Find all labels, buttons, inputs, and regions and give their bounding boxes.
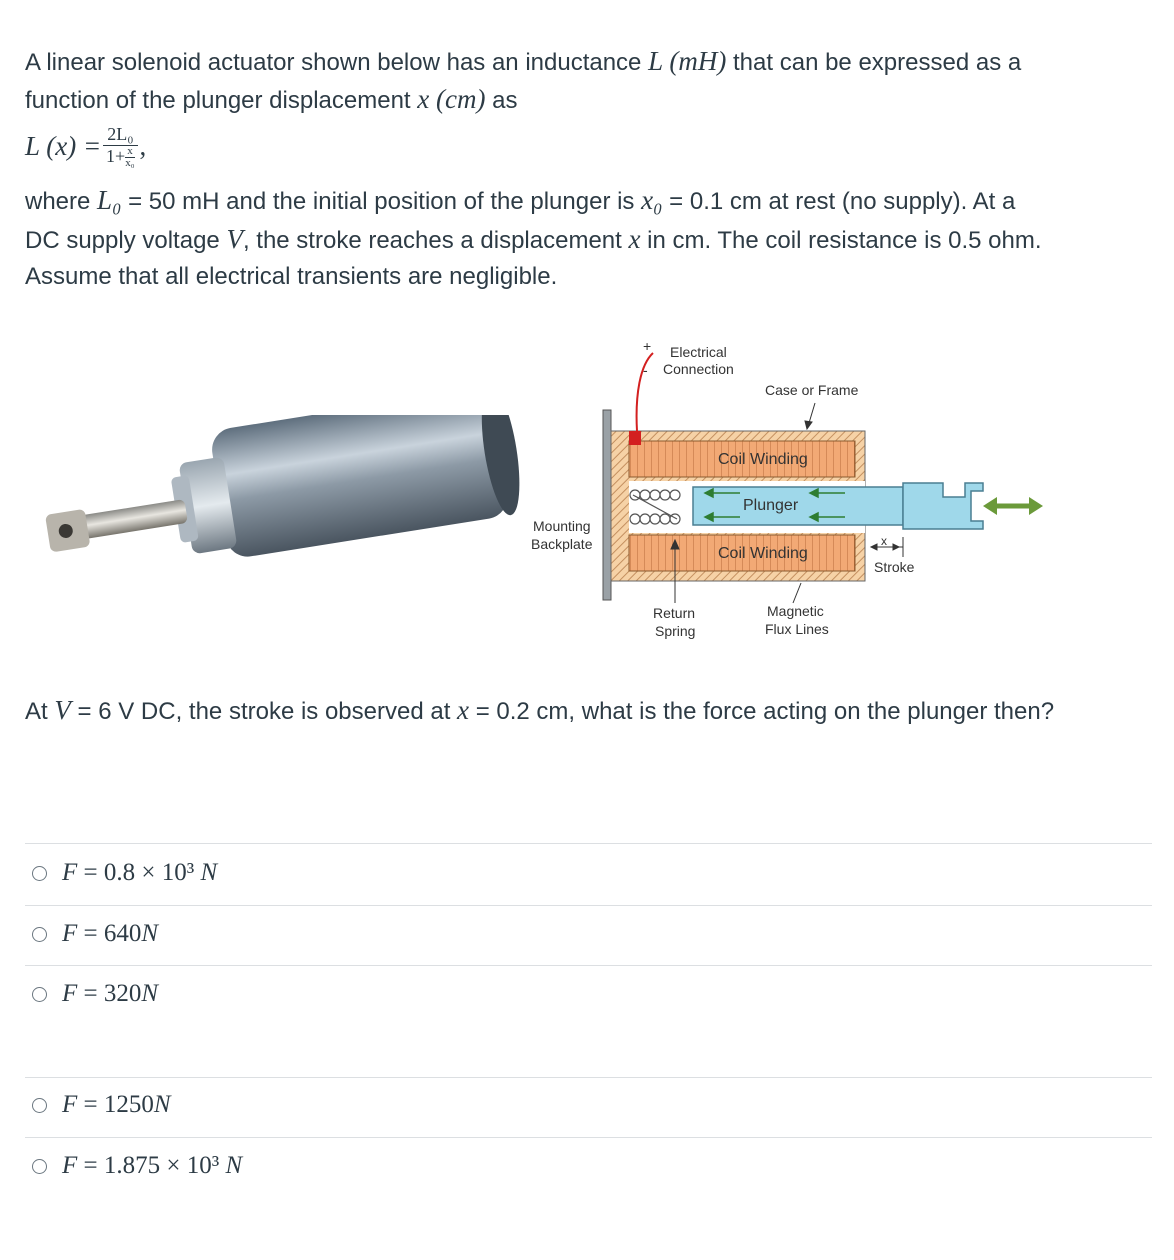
electrical-connection-label: Connection xyxy=(663,361,734,377)
question-text: in cm. The coil resistance is 0.5 ohm. xyxy=(647,227,1042,254)
mounting-backplate xyxy=(603,410,611,600)
formula-small-num: x xyxy=(127,145,133,158)
inductance-symbol: L (mH) xyxy=(648,46,727,76)
question-text: DC supply voltage xyxy=(25,227,220,254)
question-text: , the stroke reaches a displacement xyxy=(242,227,622,254)
x-symbol: x xyxy=(457,695,470,725)
radio-button[interactable] xyxy=(32,866,47,881)
option-divider xyxy=(25,965,1152,966)
option-lhs: F xyxy=(62,1152,78,1179)
magnetic-flux-label: Magnetic xyxy=(767,603,824,619)
plunger-clevis xyxy=(903,483,983,529)
option-label xyxy=(62,1152,242,1180)
question-line-5 xyxy=(25,220,1042,260)
option-value: 1250 xyxy=(103,1091,154,1118)
formula-comma: , xyxy=(139,131,147,161)
solenoid-diagram xyxy=(525,335,1055,645)
inductance-formula xyxy=(25,116,146,176)
option-label xyxy=(62,1091,171,1119)
formula-small-den: x₀ xyxy=(125,157,135,170)
question-text: as xyxy=(492,87,518,114)
plunger-label: Plunger xyxy=(743,497,799,514)
question-line-2 xyxy=(25,80,518,120)
answer-option-5[interactable] xyxy=(32,1151,242,1181)
question-text: At xyxy=(25,698,48,725)
x0-symbol: x₀ xyxy=(641,185,663,215)
answer-option-4[interactable] xyxy=(32,1090,171,1120)
option-eq: = xyxy=(77,1091,104,1118)
displacement-symbol: x (cm) xyxy=(417,84,486,114)
mounting-backplate-label: Mounting xyxy=(533,518,591,534)
coil-winding-bottom-label: Coil Winding xyxy=(718,545,808,562)
magnetic-flux-label: Flux Lines xyxy=(765,621,829,637)
solenoid-photo xyxy=(38,415,528,625)
option-unit: N xyxy=(141,920,159,947)
option-eq: = xyxy=(77,980,104,1007)
option-unit: N xyxy=(200,859,218,886)
option-lhs: F xyxy=(62,980,78,1007)
question-text: function of the plunger displacement xyxy=(25,87,411,114)
return-spring-label: Return xyxy=(653,605,696,621)
stroke-indicator xyxy=(871,537,903,557)
electrical-connection-label: Electrical xyxy=(670,344,727,360)
stroke-label: Stroke xyxy=(874,559,915,575)
formula-lhs: L (x) = xyxy=(25,131,102,161)
question-line-6: Assume that all electrical transients are negligible. xyxy=(25,263,558,290)
formula-denominator xyxy=(103,146,137,169)
option-label xyxy=(62,859,217,887)
x-label: x xyxy=(881,534,887,548)
question-text: = 6 V DC, the stroke is observed at xyxy=(77,698,451,725)
option-divider xyxy=(25,905,1152,906)
question-line-4 xyxy=(25,181,1015,221)
option-label xyxy=(62,920,158,948)
case-leader-arrow xyxy=(805,421,812,429)
radio-button[interactable] xyxy=(32,1159,47,1174)
stroke-double-arrow xyxy=(983,497,1043,515)
flux-leader xyxy=(793,583,801,603)
radio-button[interactable] xyxy=(32,1098,47,1113)
option-value: 320 xyxy=(103,980,142,1007)
plus-label: + xyxy=(643,338,652,354)
option-unit: N xyxy=(141,980,159,1007)
option-label xyxy=(62,980,158,1008)
option-lhs: F xyxy=(62,920,78,947)
case-frame-label: Case or Frame xyxy=(765,382,859,398)
option-eq: = xyxy=(77,920,104,947)
option-unit: N xyxy=(225,1152,243,1179)
option-eq: = xyxy=(77,859,104,886)
question-text: = 50 mH and the initial position of the plunger is xyxy=(128,188,635,215)
question-text: where xyxy=(25,188,91,215)
minus-label: - xyxy=(643,362,648,378)
case-leader xyxy=(809,403,815,423)
option-eq: = xyxy=(77,1152,104,1179)
mounting-backplate-label: Backplate xyxy=(531,536,593,552)
option-value: 1.875 × 10³ xyxy=(103,1152,220,1179)
option-divider xyxy=(25,1077,1152,1078)
question-line-1 xyxy=(25,42,1021,82)
formula-den-lead: 1+ xyxy=(106,145,126,166)
question-text: that can be expressed as a xyxy=(733,49,1022,76)
return-spring-label: Spring xyxy=(655,623,696,639)
answer-option-2[interactable] xyxy=(32,919,158,949)
option-unit: N xyxy=(153,1091,171,1118)
question-text: A linear solenoid actuator shown below has an inductance xyxy=(25,49,642,76)
radio-button[interactable] xyxy=(32,987,47,1002)
option-value: 640 xyxy=(103,920,142,947)
l0-symbol: L₀ xyxy=(97,185,122,215)
answer-option-3[interactable] xyxy=(32,979,158,1009)
radio-button[interactable] xyxy=(32,927,47,942)
option-lhs: F xyxy=(62,1091,78,1118)
question-prompt xyxy=(25,691,1054,731)
option-divider xyxy=(25,843,1152,844)
electrical-terminal xyxy=(629,431,641,445)
question-text: = 0.2 cm, what is the force acting on the plunger then? xyxy=(475,698,1055,725)
x-symbol: x xyxy=(628,224,641,254)
question-text: = 0.1 cm at rest (no supply). At a xyxy=(669,188,1016,215)
voltage-symbol: V xyxy=(226,224,243,254)
option-divider xyxy=(25,1137,1152,1138)
formula-numerator: 2L₀ xyxy=(103,123,137,146)
option-value: 0.8 × 10³ xyxy=(103,859,195,886)
option-lhs: F xyxy=(62,859,78,886)
formula-fraction xyxy=(103,123,137,169)
coil-winding-top-label: Coil Winding xyxy=(718,451,808,468)
voltage-symbol: V xyxy=(54,695,71,725)
answer-option-1[interactable] xyxy=(32,858,217,888)
formula-small-fraction xyxy=(125,146,135,169)
